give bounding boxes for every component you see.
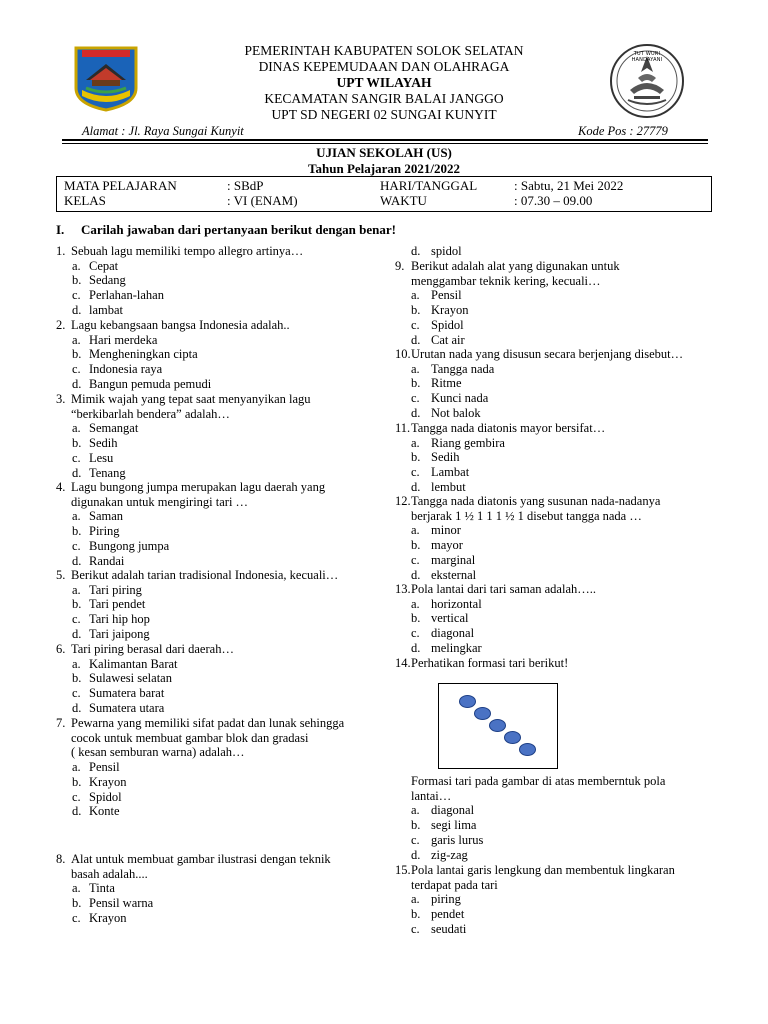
class-label: KELAS [64,193,106,208]
option-letter: c. [72,686,81,701]
option-text: Kalimantan Barat [89,656,178,671]
option-text: Sedang [89,273,126,288]
option-letter: d. [72,553,82,568]
question-text: Urutan nada yang disusun secara berjenjang disebut… [411,347,684,361]
option-text: Not balok [431,405,481,420]
option-letter: d. [411,640,421,655]
option-text: vertical [431,611,469,626]
option-letter: d. [72,376,82,391]
option-text: Riang gembira [431,435,505,450]
option-text: diagonal [431,626,475,641]
question-number: 2. [56,318,66,332]
header-line-upt: UPT WILAYAH [336,75,432,90]
question-text: digunakan untuk mengiringi tari … [71,494,249,509]
option-text: Perlahan-lahan [89,288,164,303]
option-text: Cat air [431,332,465,347]
question-text: Berikut adalah alat yang digunakan untuk [411,259,620,273]
option-letter: c. [72,910,81,925]
option-text: Spidol [431,317,464,332]
exam-info-box [56,176,712,212]
option-letter: a. [411,361,420,376]
option-letter: d. [411,847,421,862]
option-text: segi lima [431,818,477,833]
option-letter: d. [411,567,421,582]
question-number: 6. [56,642,66,656]
option-letter: a. [72,258,81,273]
header-divider [62,139,708,141]
option-text: lembut [431,479,466,494]
option-letter: b. [72,347,82,362]
option-text: seudati [431,921,467,936]
option-letter: d. [411,405,421,420]
question-number: 7. [56,716,66,730]
option-letter: a. [411,288,420,303]
option-letter: a. [411,803,420,818]
option-letter: c. [411,391,420,406]
subject-label: MATA PELAJARAN [64,178,177,193]
option-letter: b. [411,376,421,391]
option-letter: b. [411,450,421,465]
question-text: Tangga nada diatonis mayor bersifat… [411,421,606,435]
option-text: Tinta [89,881,115,896]
option-text: piring [431,892,461,907]
option-letter: c. [72,538,81,553]
option-letter: c. [72,450,81,465]
header-line-school: UPT SD NEGERI 02 SUNGAI KUNYIT [271,107,497,122]
option-letter: d. [72,700,82,715]
option-text: horizontal [431,596,482,611]
question-text: basah adalah.... [71,866,148,881]
option-text: minor [431,523,461,538]
option-text: Sedih [89,436,118,451]
logo-motto: TUT WURI HANDAYANI [631,51,663,63]
option-letter: a. [411,892,420,907]
question-number: 1. [56,244,66,258]
option-letter: a. [72,881,81,896]
option-text: Pensil warna [89,896,154,911]
question-number: 15. [395,863,411,877]
option-letter: b. [72,896,82,911]
option-text: Tari pendet [89,597,146,612]
option-text: Bangun pemuda pemudi [89,376,212,391]
question-number: 9. [395,259,405,273]
option-letter: c. [411,465,420,480]
option-letter: b. [72,524,82,539]
subject-value: : SBdP [227,178,264,193]
exam-year: Tahun Pelajaran 2021/2022 [308,161,460,176]
option-text: Bungong jumpa [89,538,170,553]
option-letter: c. [72,789,81,804]
question-number: 5. [56,568,66,582]
option-letter: c. [72,612,81,627]
option-letter: b. [411,907,421,922]
question-number: 14. [395,656,411,670]
option-letter: a. [72,656,81,671]
exam-title: UJIAN SEKOLAH (US) [316,145,452,160]
option-text: zig-zag [431,847,468,862]
time-label: WAKTU [380,193,427,208]
postal-code: Kode Pos : 27779 [578,124,668,138]
option-letter: b. [411,818,421,833]
option-letter: d. [72,302,82,317]
question-text: berjarak 1 ½ 1 1 1 ½ 1 disebut tangga nada … [411,508,642,523]
option-text: Krayon [431,303,469,318]
dancer-dot [504,731,521,744]
dancer-dot [459,695,476,708]
school-address: Alamat : Jl. Raya Sungai Kunyit [82,124,244,138]
option-text: Semangat [89,421,139,436]
question-text: Alat untuk membuat gambar ilustrasi dengan teknik [71,852,331,866]
header-divider-thin [62,143,708,144]
question-text: Pola lantai garis lengkung dan membentuk lingkaran [411,863,675,877]
option-letter: d. [72,465,82,480]
option-text: Sumatera utara [89,700,165,715]
option-letter: c. [411,552,420,567]
option-letter: c. [72,362,81,377]
option-letter: d. [72,804,82,819]
question-number: 10. [395,347,411,361]
question-text: Berikut adalah tarian tradisional Indonesia, kecuali… [71,568,339,582]
question-text: lantai… [411,788,452,803]
option-letter: b. [411,303,421,318]
option-letter: c. [411,317,420,332]
question-text: menggambar teknik kering, kecuali… [411,273,601,288]
option-text: Sedih [431,450,460,465]
option-text: mayor [431,538,463,553]
option-letter: b. [72,774,82,789]
day-label: HARI/TANGGAL [380,178,478,193]
time-value: : 07.30 – 09.00 [514,193,593,208]
option-text: lambat [89,302,124,317]
question-text: Perhatikan formasi tari berikut! [411,656,569,670]
question-text: Sebuah lagu memiliki tempo allegro artinya… [71,244,304,258]
option-text: Pensil [431,288,462,303]
option-text: Lesu [89,450,114,465]
option-letter: a. [72,582,81,597]
question-text: Formasi tari pada gambar di atas memberntuk pola [411,774,666,788]
dancer-dot [489,719,506,732]
option-text: marginal [431,552,476,567]
option-text: Saman [89,509,124,524]
option-text: eksternal [431,567,477,582]
dance-formation-figure [438,683,558,769]
question-text: Pewarna yang memiliki sifat padat dan lunak sehingga [71,716,345,730]
option-letter: a. [72,509,81,524]
option-letter: b. [72,671,82,686]
option-letter: c. [411,921,420,936]
option-letter: c. [72,288,81,303]
question-number: 13. [395,582,411,596]
question-text: Tari piring berasal dari daerah… [71,642,234,656]
option-letter: b. [411,538,421,553]
option-text: pendet [431,907,465,922]
option-text: Sumatera barat [89,686,165,701]
dancer-dot [519,743,536,756]
option-letter: b. [72,597,82,612]
option-text: Pensil [89,760,120,775]
option-text: Indonesia raya [89,362,163,377]
option-letter: c. [411,626,420,641]
option-text: diagonal [431,803,475,818]
option-text: Ritme [431,376,462,391]
option-text: Sulawesi selatan [89,671,172,686]
section-instruction: Carilah jawaban dari pertanyaan berikut dengan benar! [81,222,396,237]
option-text: Krayon [89,910,127,925]
option-text: Krayon [89,774,127,789]
question-number: 3. [56,392,66,406]
option-text: Piring [89,524,120,539]
option-text: Tari hip hop [89,612,150,627]
question-number: 12. [395,494,411,508]
dancer-dot [474,707,491,720]
question-text: ( kesan semburan warna) adalah… [71,745,245,760]
option-letter: a. [411,435,420,450]
question-text: Tangga nada diatonis yang susunan nada-nadanya [411,494,661,508]
question-number: 4. [56,480,66,494]
option-text: garis lurus [431,832,484,847]
question-text: Lagu kebangsaan bangsa Indonesia adalah.. [71,318,290,332]
option-letter: b. [72,273,82,288]
option-text: spidol [431,244,462,258]
class-value: : VI (ENAM) [227,193,298,208]
option-text: Tari piring [89,582,142,597]
option-letter: b. [411,611,421,626]
option-letter: a. [411,523,420,538]
section-number: I. [56,222,65,237]
header-line-government: PEMERINTAH KABUPATEN SOLOK SELATAN [244,43,524,58]
option-text: Mengheningkan cipta [89,347,198,362]
option-letter: a. [72,421,81,436]
option-letter: d. [411,244,421,258]
day-value: : Sabtu, 21 Mei 2022 [514,178,624,193]
option-text: Tari jaipong [89,626,150,641]
option-text: Tangga nada [431,361,495,376]
option-text: Cepat [89,258,119,273]
question-text: cocok untuk membuat gambar blok dan gradasi [71,730,309,745]
option-letter: a. [72,332,81,347]
option-text: melingkar [431,640,482,655]
option-letter: d. [411,332,421,347]
option-text: Spidol [89,789,122,804]
question-text: Lagu bungong jumpa merupakan lagu daerah yang [71,480,326,494]
option-text: Tenang [89,465,126,480]
option-text: Randai [89,553,125,568]
option-letter: c. [411,832,420,847]
option-letter: a. [72,760,81,775]
option-text: Hari merdeka [89,332,158,347]
option-text: Konte [89,804,120,819]
option-letter: a. [411,596,420,611]
question-text: Pola lantai dari tari saman adalah….. [411,582,597,596]
question-text: “berkibarlah bendera” adalah… [71,406,230,421]
question-text: Mimik wajah yang tepat saat menyanyikan lagu [71,392,311,406]
option-text: Kunci nada [431,391,489,406]
question-number: 8. [56,852,66,866]
option-letter: d. [411,479,421,494]
question-text: terdapat pada tari [411,877,498,892]
question-number: 11. [395,421,411,435]
header-line-department: DINAS KEPEMUDAAN DAN OLAHRAGA [258,59,510,74]
option-letter: d. [72,626,82,641]
header-line-district: KECAMATAN SANGIR BALAI JANGGO [264,91,504,106]
option-text: Lambat [431,465,470,480]
option-letter: b. [72,436,82,451]
